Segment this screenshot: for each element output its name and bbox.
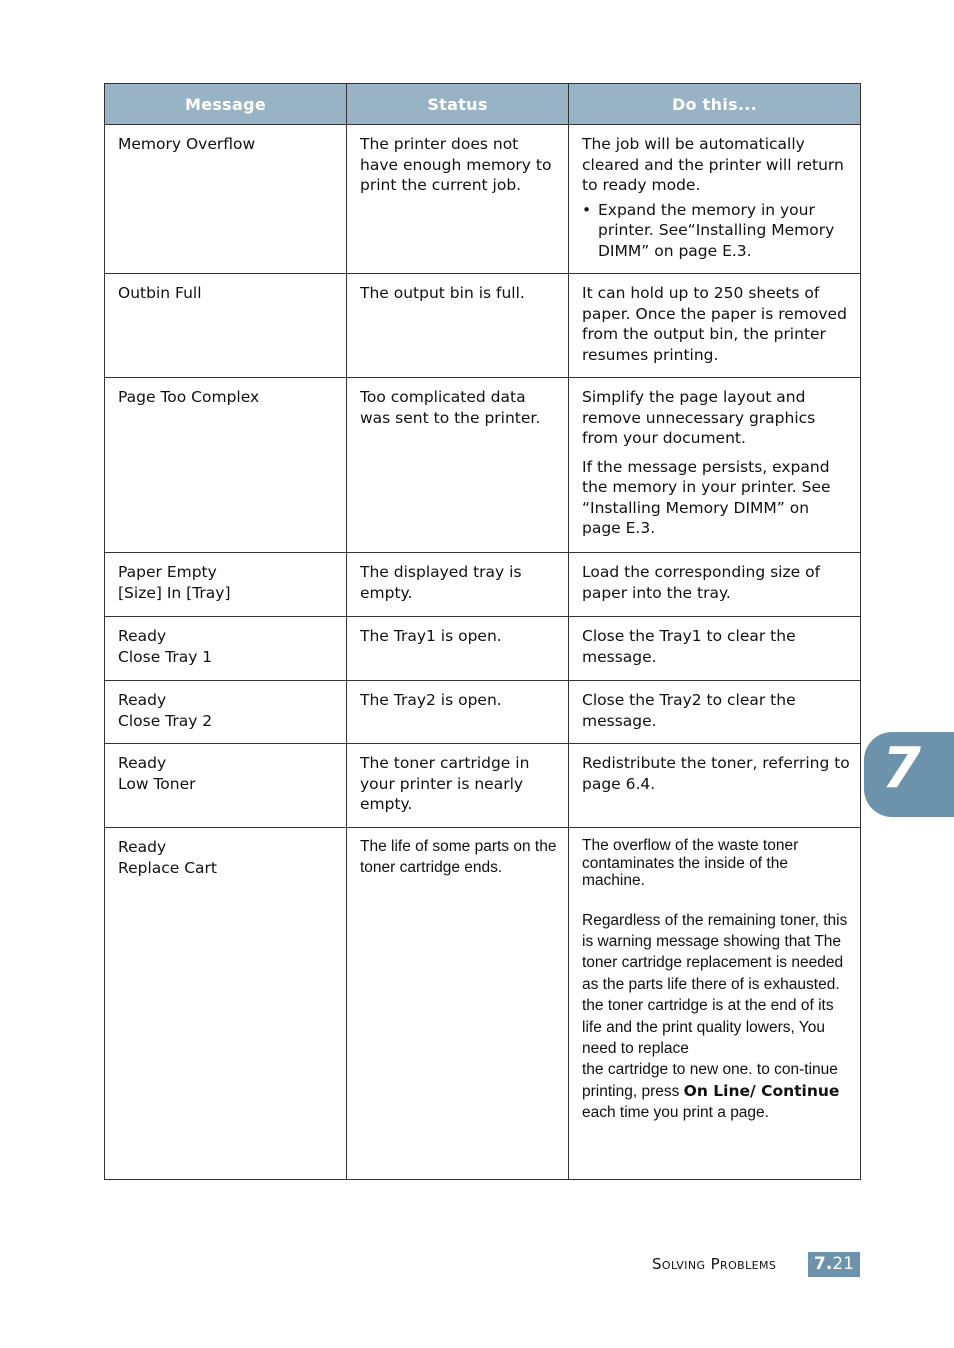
status-cell: The displayed tray is empty.: [347, 553, 569, 617]
message-line: Close Tray 1: [118, 647, 213, 666]
table-row: [105, 125, 861, 274]
status-cell: The output bin is full.: [347, 274, 569, 378]
table-row: [105, 378, 861, 553]
message-line: Close Tray 2: [118, 711, 213, 730]
action-cell: Close the Tray2 to clear the message.: [569, 681, 861, 744]
chapter-tab-number: 7: [882, 736, 921, 801]
status-cell: The Tray1 is open.: [347, 617, 569, 681]
table-row: [105, 828, 861, 1180]
message-cell: [105, 553, 347, 617]
bullet-text: Expand the memory in your printer. See“Installing Memory DIMM” on page E.3.: [598, 200, 835, 260]
action-text-extra: Regardless of the remaining toner, this is warning message showing that The toner cartridge replacement is needed as the parts life there of is exhausted. the toner cartridge is at the end of its life and the print quality lowers, You need to replace: [582, 911, 848, 1057]
action-cell: Close the Tray1 to clear the message.: [569, 617, 861, 681]
status-cell: The printer does not have enough memory to print the current job.: [347, 125, 569, 274]
table-row: [105, 553, 861, 617]
message-line: Ready: [118, 754, 167, 772]
bullet-icon: •: [582, 200, 592, 219]
action-text-lead: the cartridge to new one. to con-tinue printing, press: [582, 1061, 838, 1100]
message-line: Ready: [118, 627, 167, 645]
status-cell: Too complicated data was sent to the printer.: [347, 378, 569, 553]
message-line: Low Toner: [118, 774, 196, 793]
status-cell: The Tray2 is open.: [347, 681, 569, 744]
header-status: Status: [347, 84, 569, 125]
action-text: Simplify the page layout and remove unnecessary graphics from your document.: [582, 388, 816, 447]
table-row: [105, 744, 861, 828]
message-line: Ready: [118, 691, 167, 709]
message-cell: [105, 828, 347, 1180]
footer-section-title: Solving Problems: [652, 1255, 777, 1273]
header-message: Message: [105, 84, 347, 125]
action-cell: [569, 828, 861, 1180]
chapter-number: 7.: [814, 1254, 833, 1274]
action-text: The job will be automatically cleared and the printer will return to ready mode.: [582, 135, 844, 194]
action-cell: Load the corresponding size of paper into the tray.: [569, 553, 861, 617]
action-text: The overflow of the waste toner contaminates the inside of the machine.: [582, 837, 799, 889]
action-bullet: [582, 200, 852, 262]
message-line: Memory Overflow: [118, 135, 256, 153]
message-cell: [105, 617, 347, 681]
message-line: Replace Cart: [118, 858, 218, 877]
message-cell: [105, 378, 347, 553]
action-cell: [569, 274, 861, 378]
action-text-tail: each time you print a page.: [582, 1104, 769, 1122]
action-cell: Redistribute the toner, referring to page 6.4.: [569, 744, 861, 828]
message-line: Outbin Full: [118, 284, 202, 302]
action-text-continue: [582, 1059, 852, 1123]
message-cell: [105, 125, 347, 274]
action-text-extra: If the message persists, expand the memory in your printer. See “Installing Memory DIMM” on page E.3.: [582, 457, 831, 537]
message-cell: [105, 681, 347, 744]
status-cell: The toner cartridge in your printer is nearly empty.: [347, 744, 569, 828]
table-row: [105, 681, 861, 744]
table-row: [105, 274, 861, 378]
message-line: [Size] In [Tray]: [118, 583, 231, 602]
online-continue-key-label: On Line/ Continue: [683, 1081, 840, 1100]
action-text: It can hold up to 250 sheets of paper. Once the paper is removed from the output bin, the printer resumes printing.: [582, 284, 847, 364]
table-row: [105, 617, 861, 681]
page-number: 21: [832, 1254, 854, 1274]
header-do-this: Do this...: [569, 84, 861, 125]
error-message-table: [104, 83, 861, 1180]
message-cell: [105, 274, 347, 378]
table-header-row: [105, 84, 861, 125]
message-line: Page Too Complex: [118, 388, 260, 406]
message-cell: [105, 744, 347, 828]
page-number-badge: [808, 1252, 860, 1277]
message-line: Paper Empty: [118, 563, 217, 581]
message-line: Ready: [118, 838, 167, 856]
action-cell: [569, 378, 861, 553]
action-cell: [569, 125, 861, 274]
status-cell: The life of some parts on the toner cartridge ends.: [347, 828, 569, 1180]
chapter-tab: [864, 732, 954, 817]
